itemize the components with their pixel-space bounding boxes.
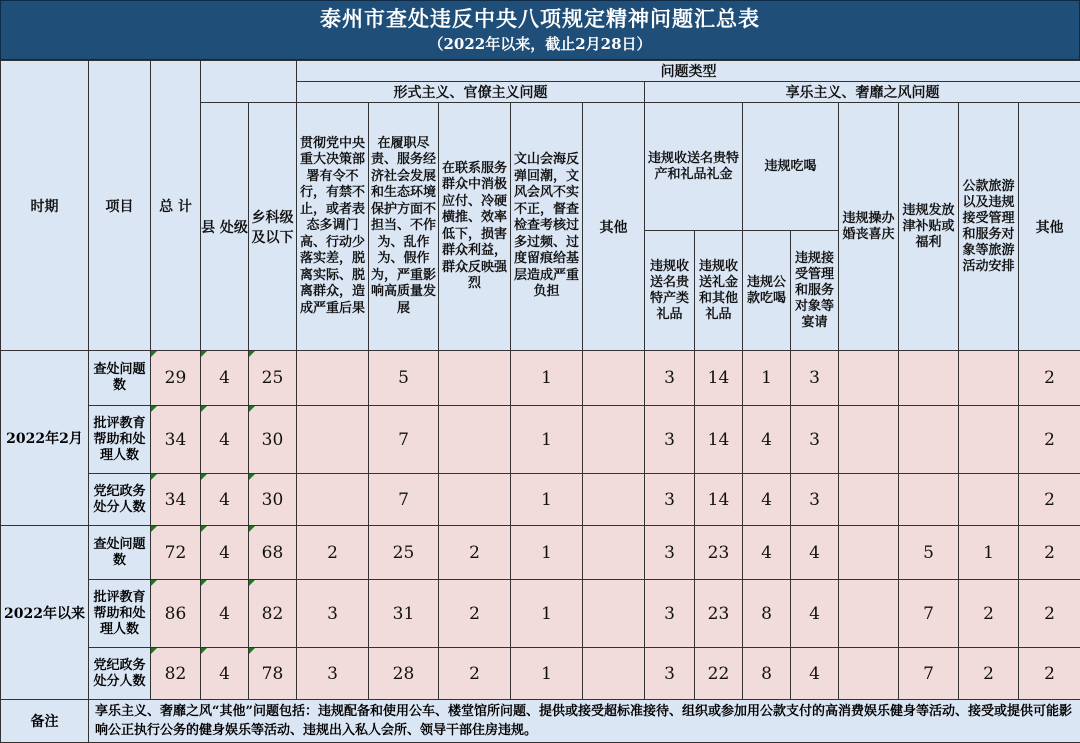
- header-township-level: 乡科级及以下: [249, 103, 297, 351]
- table-cell: [645, 474, 695, 526]
- row-item-label: 党纪政务处分人数: [89, 648, 151, 700]
- table-cell: [645, 526, 695, 580]
- cell-value: 31: [393, 604, 415, 624]
- cell-value: 1: [983, 543, 994, 563]
- table-cell: [791, 648, 839, 700]
- row-item-label: 查处问题数: [89, 351, 151, 406]
- cell-value: 14: [708, 368, 730, 388]
- cell-value: 2: [1044, 664, 1055, 684]
- table-cell: [1019, 526, 1080, 580]
- header-county-level: 县 处级: [201, 103, 249, 351]
- table-cell: [959, 406, 1019, 474]
- table-cell: [583, 406, 645, 474]
- table-cell: [839, 648, 899, 700]
- period-label: 2022年2月: [1, 351, 89, 526]
- table-cell: [201, 648, 249, 700]
- table-cell: [151, 526, 201, 580]
- table-cell: [249, 648, 297, 700]
- cell-value: 2: [1044, 490, 1055, 510]
- table-cell: [695, 406, 743, 474]
- header-eat-banquet: 违规接受管理和服务对象等宴请: [791, 231, 839, 351]
- cell-value: 22: [708, 664, 730, 684]
- table-cell: [201, 351, 249, 406]
- header-formalism: 形式主义、官僚主义问题: [297, 82, 645, 103]
- cell-value: 29: [165, 368, 187, 388]
- table-cell: [369, 474, 439, 526]
- cell-value: 3: [664, 543, 675, 563]
- cell-value: 34: [165, 430, 187, 450]
- cell-value: 8: [761, 664, 772, 684]
- cell-value: 4: [809, 664, 820, 684]
- cell-value: 34: [165, 490, 187, 510]
- cell-value: 5: [398, 368, 409, 388]
- table-cell: [791, 580, 839, 648]
- cell-value: 4: [219, 430, 230, 450]
- cell-value: 3: [809, 430, 820, 450]
- table-cell: [743, 406, 791, 474]
- header-travel: 公款旅游以及违规接受管理和服务对象等旅游活动安排: [959, 103, 1019, 351]
- table-cell: [439, 474, 511, 526]
- cell-value: 30: [262, 430, 284, 450]
- cell-value: 82: [262, 604, 284, 624]
- page-title: 泰州市查处违反中央八项规定精神问题汇总表: [1, 5, 1079, 33]
- header-allowance: 违规发放津补贴或福利: [899, 103, 959, 351]
- table-cell: [743, 526, 791, 580]
- header-eat: 违规吃喝: [743, 103, 839, 231]
- cell-value: 3: [664, 664, 675, 684]
- cell-value: 4: [219, 543, 230, 563]
- table-cell: [583, 474, 645, 526]
- table-cell: [249, 406, 297, 474]
- table-cell: [439, 351, 511, 406]
- table-cell: [743, 351, 791, 406]
- cell-value: 82: [165, 664, 187, 684]
- cell-marker-icon: [151, 351, 157, 357]
- table-cell: [297, 648, 369, 700]
- cell-value: 78: [262, 664, 284, 684]
- cell-value: 2: [1044, 368, 1055, 388]
- cell-marker-icon: [201, 580, 207, 586]
- table-cell: [645, 580, 695, 648]
- cell-value: 4: [219, 490, 230, 510]
- cell-marker-icon: [249, 648, 255, 654]
- table-cell: [151, 406, 201, 474]
- cell-marker-icon: [201, 406, 207, 412]
- cell-value: 4: [809, 543, 820, 563]
- table-cell: [1019, 474, 1080, 526]
- table-cell: [249, 474, 297, 526]
- cell-value: 14: [708, 490, 730, 510]
- cell-marker-icon: [249, 580, 255, 586]
- cell-value: 1: [541, 430, 552, 450]
- table-cell: [249, 580, 297, 648]
- cell-marker-icon: [151, 526, 157, 532]
- table-cell: [201, 526, 249, 580]
- table-body: [1, 351, 1080, 700]
- cell-value: 7: [923, 664, 934, 684]
- cell-value: 2: [469, 604, 480, 624]
- notes-label: 备注: [1, 700, 89, 743]
- cell-value: 3: [327, 664, 338, 684]
- cell-marker-icon: [201, 526, 207, 532]
- table-cell: [899, 580, 959, 648]
- table-cell: [695, 351, 743, 406]
- cell-value: 3: [809, 490, 820, 510]
- table-cell: [249, 351, 297, 406]
- table-cell: [1019, 580, 1080, 648]
- header-formalism-3: 在联系服务群众中消极应付、冷硬横推、效率低下，损害群众利益，群众反映强烈: [439, 103, 511, 351]
- cell-value: 25: [393, 543, 415, 563]
- cell-value: 2: [1044, 604, 1055, 624]
- cell-value: 2: [1044, 543, 1055, 563]
- table-cell: [743, 580, 791, 648]
- table-cell: [839, 526, 899, 580]
- table-row: [1, 648, 1080, 700]
- table-cell: [899, 648, 959, 700]
- row-item-label: 查处问题数: [89, 526, 151, 580]
- table-cell: [297, 580, 369, 648]
- table-cell: [1019, 648, 1080, 700]
- table-cell: [511, 351, 583, 406]
- title-band: [0, 0, 1080, 60]
- cell-value: 7: [398, 490, 409, 510]
- cell-value: 2: [469, 543, 480, 563]
- cell-value: 25: [262, 368, 284, 388]
- table-cell: [743, 648, 791, 700]
- table-cell: [151, 474, 201, 526]
- table-cell: [899, 406, 959, 474]
- cell-value: 3: [327, 604, 338, 624]
- cell-value: 3: [809, 368, 820, 388]
- table-cell: [201, 406, 249, 474]
- header-blank: [201, 61, 297, 103]
- table-cell: [151, 580, 201, 648]
- cell-value: 7: [398, 430, 409, 450]
- cell-value: 28: [393, 664, 415, 684]
- table-cell: [201, 474, 249, 526]
- cell-value: 1: [541, 368, 552, 388]
- cell-value: 4: [219, 368, 230, 388]
- cell-value: 4: [761, 543, 772, 563]
- table-cell: [791, 526, 839, 580]
- table-cell: [439, 406, 511, 474]
- table-cell: [511, 580, 583, 648]
- cell-marker-icon: [201, 474, 207, 480]
- table-row: [1, 351, 1080, 406]
- table-cell: [695, 580, 743, 648]
- row-item-label: 党纪政务处分人数: [89, 474, 151, 526]
- table-cell: [511, 648, 583, 700]
- cell-value: 3: [664, 490, 675, 510]
- table-cell: [1019, 351, 1080, 406]
- cell-value: 4: [761, 430, 772, 450]
- cell-value: 23: [708, 604, 730, 624]
- cell-marker-icon: [249, 474, 255, 480]
- header-hedonism-other: 其他: [1019, 103, 1080, 351]
- table-cell: [839, 406, 899, 474]
- table-cell: [297, 474, 369, 526]
- table-cell: [439, 526, 511, 580]
- table-cell: [645, 351, 695, 406]
- header-formalism-4: 文山会海反弹回潮，文风会风不实不正，督查检查考核过多过频、过度留痕给基层造成严重负担: [511, 103, 583, 351]
- header-problem-type: 问题类型: [297, 61, 1080, 82]
- header-eat-public: 违规公款吃喝: [743, 231, 791, 351]
- row-item-label: 批评教育帮助和处理人数: [89, 406, 151, 474]
- cell-value: 3: [664, 368, 675, 388]
- notes-text: 享乐主义、奢靡之风“其他”问题包括：违规配备和使用公车、楼堂馆所问题、提供或接受超标准接待、组织或参加用公款支付的高消费娱乐健身等活动、接受或提供可能影响公正执行公务的健身娱乐等活动、违规出入私人会所、领导干部住房违规。: [89, 700, 1080, 743]
- cell-marker-icon: [151, 474, 157, 480]
- table-cell: [151, 351, 201, 406]
- table-cell: [959, 474, 1019, 526]
- cell-value: 8: [761, 604, 772, 624]
- table-cell: [695, 526, 743, 580]
- table-row: [1, 406, 1080, 474]
- page-subtitle: （2022年以来，截止2月28日）: [1, 33, 1079, 55]
- cell-value: 30: [262, 490, 284, 510]
- cell-marker-icon: [249, 351, 255, 357]
- table-cell: [583, 351, 645, 406]
- header-formalism-other: 其他: [583, 103, 645, 351]
- cell-marker-icon: [249, 526, 255, 532]
- cell-marker-icon: [151, 648, 157, 654]
- table-cell: [511, 526, 583, 580]
- cell-value: 1: [541, 543, 552, 563]
- table-cell: [369, 351, 439, 406]
- header-total: 总 计: [151, 61, 201, 351]
- table-cell: [959, 526, 1019, 580]
- cell-value: 4: [219, 604, 230, 624]
- header-gift: 违规收送名贵特产和礼品礼金: [645, 103, 743, 231]
- table-cell: [645, 406, 695, 474]
- header-period: 时期: [1, 61, 89, 351]
- cell-marker-icon: [151, 406, 157, 412]
- table-cell: [369, 406, 439, 474]
- cell-marker-icon: [201, 648, 207, 654]
- table-cell: [511, 474, 583, 526]
- table-cell: [511, 406, 583, 474]
- header-item: 项目: [89, 61, 151, 351]
- table-cell: [959, 580, 1019, 648]
- table-cell: [583, 648, 645, 700]
- table-cell: [959, 648, 1019, 700]
- table-cell: [743, 474, 791, 526]
- cell-value: 2: [327, 543, 338, 563]
- header-gift-money: 违规收送礼金和其他礼品: [695, 231, 743, 351]
- header-gift-specialty: 违规收送名贵特产类礼品: [645, 231, 695, 351]
- cell-value: 23: [708, 543, 730, 563]
- table-row: [1, 580, 1080, 648]
- cell-value: 1: [761, 368, 772, 388]
- table-cell: [297, 351, 369, 406]
- cell-value: 2: [983, 664, 994, 684]
- cell-value: 86: [165, 604, 187, 624]
- table-cell: [297, 406, 369, 474]
- table-row: [1, 474, 1080, 526]
- table-cell: [249, 526, 297, 580]
- table-cell: [791, 351, 839, 406]
- cell-value: 68: [262, 543, 284, 563]
- cell-marker-icon: [201, 351, 207, 357]
- table-cell: [151, 648, 201, 700]
- cell-value: 1: [541, 664, 552, 684]
- table-cell: [369, 580, 439, 648]
- table-cell: [297, 526, 369, 580]
- header-formalism-2: 在履职尽责、服务经济社会发展和生态环境保护方面不担当、不作为、乱作为、假作为，严重影响高质量发展: [369, 103, 439, 351]
- table-cell: [839, 580, 899, 648]
- table-cell: [899, 526, 959, 580]
- table-cell: [1019, 406, 1080, 474]
- table-cell: [839, 474, 899, 526]
- table-cell: [899, 351, 959, 406]
- cell-value: 4: [761, 490, 772, 510]
- table-cell: [369, 648, 439, 700]
- table-cell: [839, 351, 899, 406]
- row-item-label: 批评教育帮助和处理人数: [89, 580, 151, 648]
- table-cell: [369, 526, 439, 580]
- table-cell: [791, 406, 839, 474]
- cell-marker-icon: [249, 406, 255, 412]
- period-label: 2022年以来: [1, 526, 89, 700]
- summary-table: [0, 60, 1080, 743]
- cell-value: 5: [923, 543, 934, 563]
- table-cell: [899, 474, 959, 526]
- table-cell: [201, 580, 249, 648]
- cell-value: 72: [165, 543, 187, 563]
- cell-value: 7: [923, 604, 934, 624]
- cell-value: 3: [664, 604, 675, 624]
- cell-value: 4: [809, 604, 820, 624]
- table-cell: [583, 526, 645, 580]
- cell-value: 1: [541, 604, 552, 624]
- header-hedonism: 享乐主义、奢靡之风问题: [645, 82, 1080, 103]
- cell-value: 14: [708, 430, 730, 450]
- table-cell: [439, 580, 511, 648]
- table-row: [1, 526, 1080, 580]
- header-formalism-1: 贯彻党中央重大决策部署有令不行，有禁不止，或者表态多调门高、行动少落实差，脱离实际、脱离群众，造成严重后果: [297, 103, 369, 351]
- table-cell: [583, 580, 645, 648]
- table-cell: [959, 351, 1019, 406]
- cell-value: 4: [219, 664, 230, 684]
- header-wedding: 违规操办婚丧喜庆: [839, 103, 899, 351]
- cell-value: 3: [664, 430, 675, 450]
- cell-value: 2: [469, 664, 480, 684]
- cell-marker-icon: [151, 580, 157, 586]
- table-cell: [791, 474, 839, 526]
- cell-value: 2: [983, 604, 994, 624]
- cell-value: 2: [1044, 430, 1055, 450]
- table-cell: [439, 648, 511, 700]
- table-cell: [695, 648, 743, 700]
- table-cell: [645, 648, 695, 700]
- cell-value: 1: [541, 490, 552, 510]
- table-cell: [695, 474, 743, 526]
